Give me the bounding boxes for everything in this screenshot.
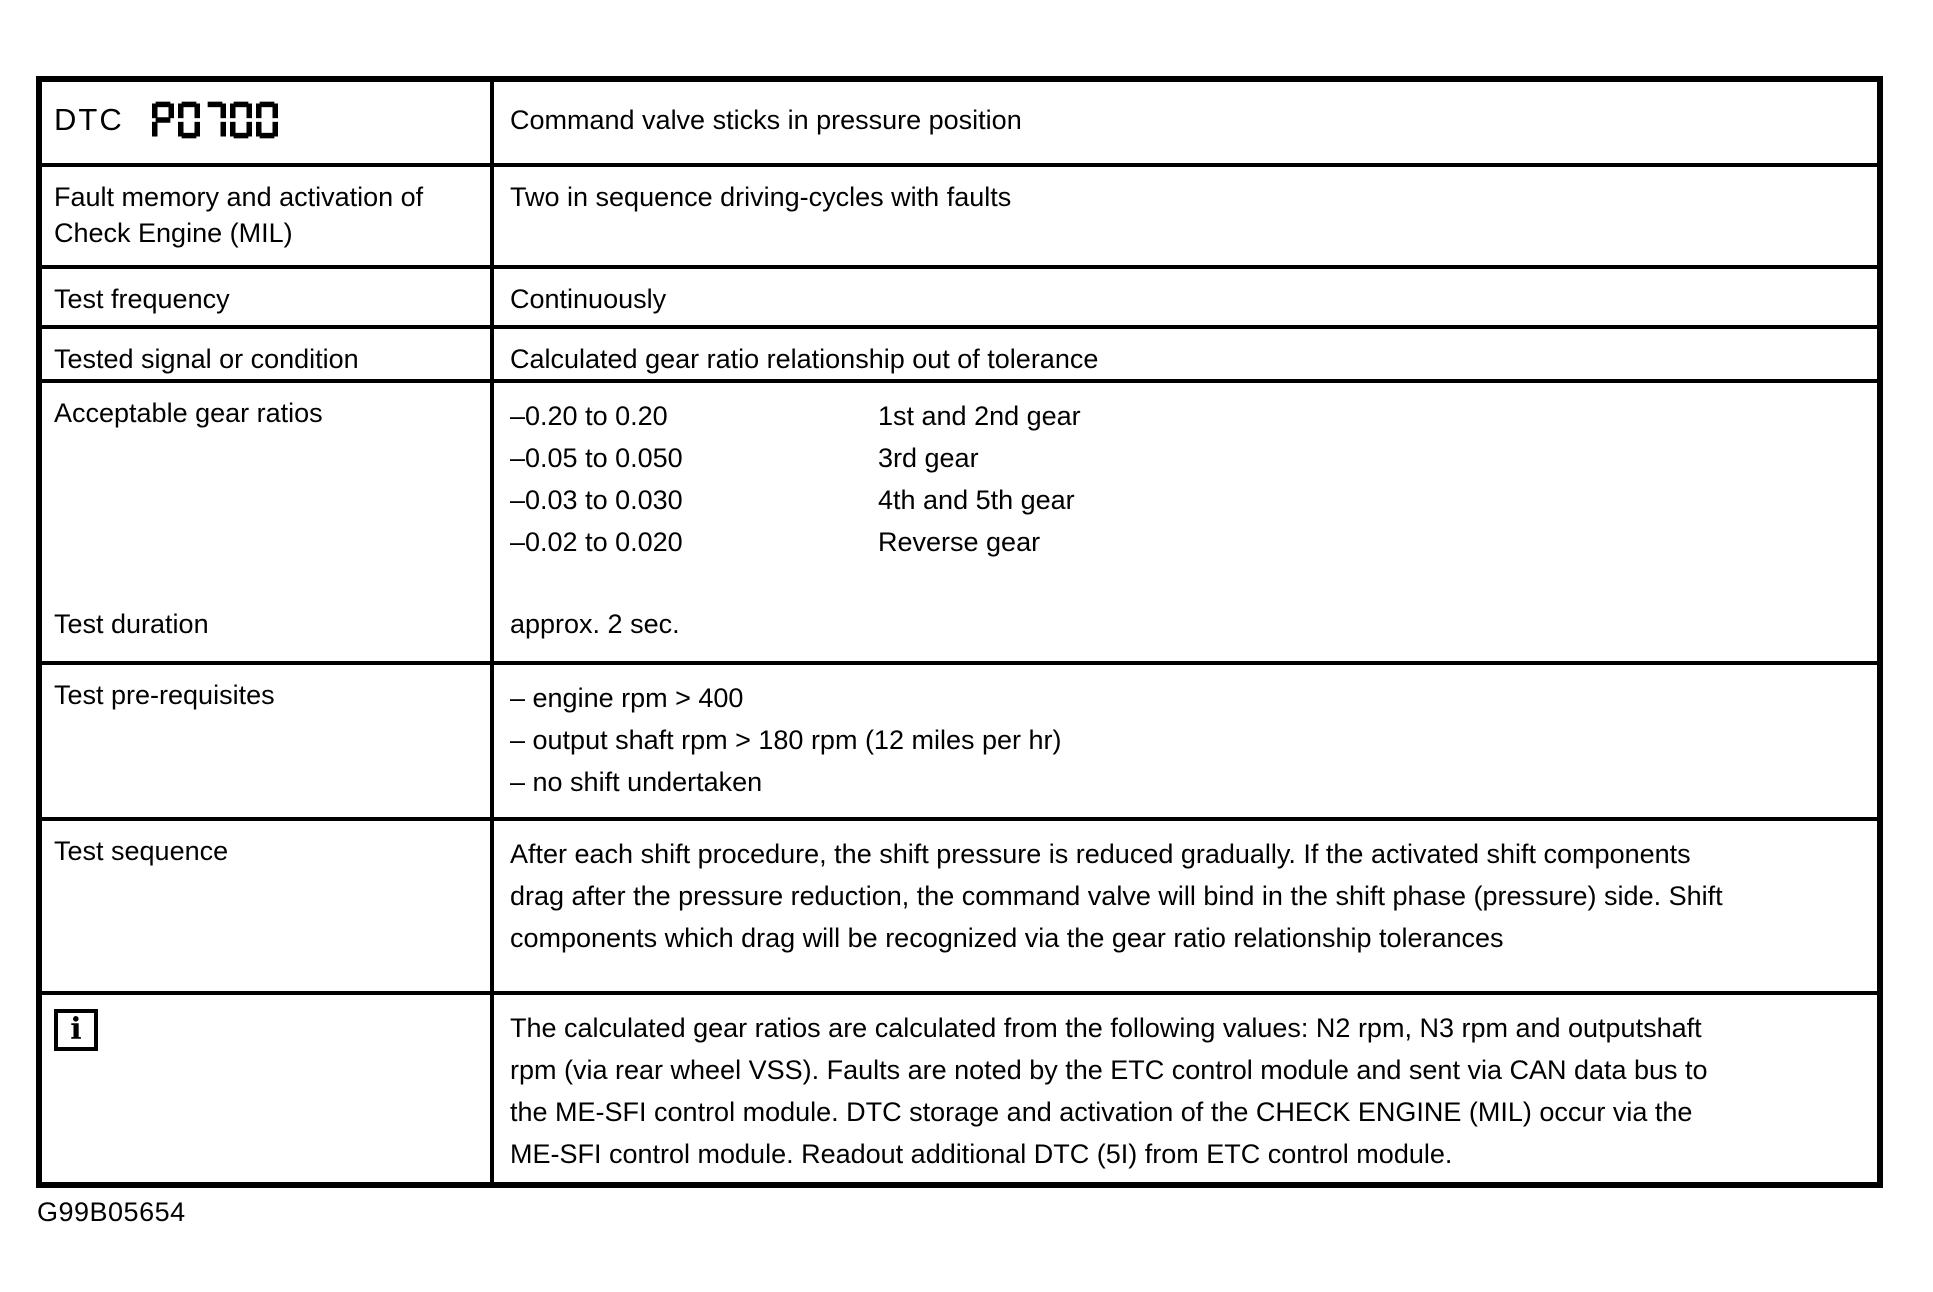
row-value: Calculated gear ratio relationship out of tolerance: [510, 344, 1099, 374]
gear-ratio-entry: [510, 395, 1863, 437]
table-row-prerequisites: [42, 665, 1877, 821]
dtc-spec-table: [36, 76, 1883, 1188]
row-label: Tested signal or condition: [54, 344, 359, 374]
gear-ratios-value-cell: [494, 383, 1877, 661]
gear-ratio-entry: [510, 479, 1863, 521]
gear-ratio-entry: [510, 437, 1863, 479]
table-row-tested-signal: [42, 329, 1877, 383]
test-sequence-line: After each shift procedure, the shift pressure is reduced gradually. If the activated shift components: [510, 839, 1691, 869]
gear-ratio-gears: 1st and 2nd gear: [878, 401, 1081, 431]
table-row-test-sequence: [42, 821, 1877, 995]
row-label: Fault memory and activation of Check Engine (MIL): [54, 182, 424, 248]
gear-ratio-entry: [510, 521, 1863, 563]
dtc-code-seven-segment-display: [152, 101, 282, 139]
info-icon: [54, 1009, 98, 1051]
prerequisite-item: – output shaft rpm > 180 rpm (12 miles per hr): [510, 725, 1062, 755]
table-row-info-note: [42, 995, 1877, 1182]
dtc-description-cell: [494, 82, 1877, 163]
info-note-line: The calculated gear ratios are calculated from the following values: N2 rpm, N3 rpm and outputshaft: [510, 1013, 1702, 1043]
info-note-line: the ME-SFI control module. DTC storage and activation of the CHECK ENGINE (MIL) occur via the: [510, 1097, 1693, 1127]
table-row-dtc: [42, 82, 1877, 167]
prerequisite-item: – no shift undertaken: [510, 767, 763, 797]
row-label-cell: [42, 269, 494, 325]
gear-ratio-gears: 4th and 5th gear: [878, 485, 1075, 515]
test-duration-label: Test duration: [54, 609, 209, 639]
info-icon-glyph: i: [70, 1012, 82, 1047]
gear-ratio-gears: Reverse gear: [878, 527, 1041, 557]
table-row-fault-memory: [42, 167, 1877, 269]
gear-ratios-label: Acceptable gear ratios: [54, 398, 323, 428]
gear-ratio-list: [510, 395, 1863, 563]
gear-ratio-range: –0.20 to 0.20: [510, 401, 668, 431]
row-label: Test sequence: [54, 836, 229, 866]
row-label: Test frequency: [54, 284, 230, 314]
row-value-cell: [494, 167, 1877, 265]
info-note-line: ME-SFI control module. Readout additional DTC (5I) from ETC control module.: [510, 1139, 1453, 1169]
row-value: Continuously: [510, 284, 667, 314]
row-value: Two in sequence driving-cycles with faults: [510, 182, 1012, 212]
prerequisites-value-cell: [494, 665, 1877, 817]
gear-ratio-range: –0.03 to 0.030: [510, 485, 683, 515]
row-value-cell: [494, 329, 1877, 379]
table-row-test-frequency: [42, 269, 1877, 329]
info-icon-cell: [42, 995, 494, 1182]
gear-ratio-gears: 3rd gear: [878, 443, 979, 473]
row-label-cell: [42, 167, 494, 265]
dtc-header-cell: [42, 82, 494, 163]
row-value-cell: [494, 269, 1877, 325]
prerequisite-item: – engine rpm > 400: [510, 683, 744, 713]
row-label-cell: [42, 383, 494, 661]
figure-id: G99B05654: [37, 1197, 186, 1227]
info-note-cell: [494, 995, 1877, 1182]
test-duration-value: approx. 2 sec.: [510, 609, 680, 639]
test-sequence-line: drag after the pressure reduction, the command valve will bind in the shift phase (pressure) side. Shift: [510, 881, 1723, 911]
test-sequence-line: components which drag will be recognized via the gear ratio relationship tolerances: [510, 923, 1504, 953]
gear-ratio-range: –0.05 to 0.050: [510, 443, 683, 473]
row-label-cell: [42, 329, 494, 379]
row-label-cell: [42, 665, 494, 817]
dtc-label: DTC: [54, 101, 124, 137]
test-sequence-value-cell: [494, 821, 1877, 991]
table-row-gear-ratios: [42, 383, 1877, 665]
row-label-cell: [42, 821, 494, 991]
gear-ratio-range: –0.02 to 0.020: [510, 527, 683, 557]
row-label: Test pre-requisites: [54, 680, 275, 710]
info-note-line: rpm (via rear wheel VSS). Faults are noted by the ETC control module and sent via CAN data bus to: [510, 1055, 1708, 1085]
dtc-description: Command valve sticks in pressure position: [510, 104, 1022, 135]
